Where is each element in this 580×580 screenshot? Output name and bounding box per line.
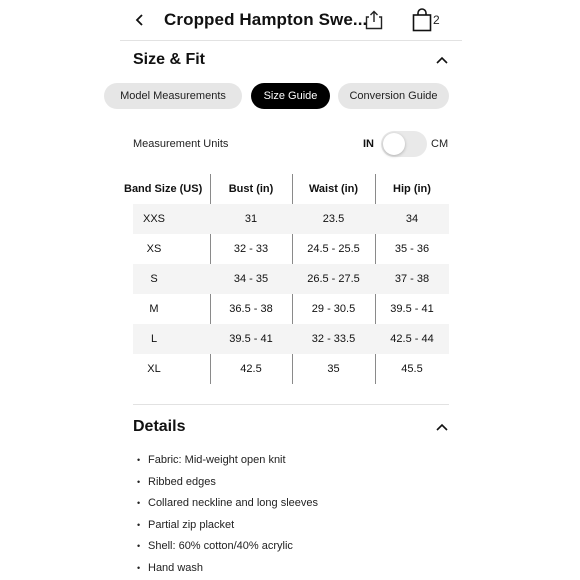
size-fit-title: Size & Fit — [133, 51, 206, 68]
detail-text: Hand wash — [148, 561, 204, 574]
hip-cell: 35 - 36 — [394, 243, 430, 255]
size-cell: L — [150, 333, 158, 345]
table-row — [133, 324, 449, 354]
header-bust: Bust (in) — [228, 183, 274, 195]
unit-toggle[interactable] — [381, 131, 427, 157]
shopping-bag-button[interactable] — [410, 7, 434, 33]
size-cell: XXS — [142, 213, 165, 225]
chevron-left-icon — [133, 13, 147, 27]
waist-cell: 32 - 33.5 — [311, 333, 356, 345]
header-band-size: Band Size (US) — [124, 183, 203, 195]
share-icon — [365, 10, 383, 30]
hip-cell: 37 - 38 — [394, 273, 430, 285]
hip-cell: 45.5 — [401, 363, 423, 375]
size-guide-table — [124, 174, 449, 384]
list-item — [133, 536, 449, 558]
detail-text: Ribbed edges — [148, 475, 216, 488]
waist-cell: 24.5 - 25.5 — [307, 243, 360, 255]
waist-cell: 23.5 — [322, 213, 345, 225]
tab-size-guide[interactable]: Size Guide — [251, 83, 330, 109]
detail-text: Collared neckline and long sleeves — [148, 497, 318, 509]
size-cell: S — [150, 273, 158, 285]
bust-cell: 39.5 - 41 — [229, 333, 273, 345]
bullet-icon: • — [137, 498, 141, 508]
bust-cell: 34 - 35 — [233, 273, 269, 285]
list-item — [133, 450, 449, 472]
list-item — [133, 472, 449, 494]
size-cell: XS — [146, 243, 162, 255]
share-button[interactable] — [362, 8, 386, 32]
size-cell: XL — [147, 363, 161, 375]
details-section-header[interactable] — [133, 414, 449, 442]
header-waist: Waist (in) — [308, 183, 359, 195]
section-divider — [133, 404, 449, 405]
back-button[interactable] — [128, 8, 152, 32]
table-row — [133, 204, 449, 234]
measurement-units-label: Measurement Units — [133, 138, 229, 150]
list-item — [133, 515, 449, 537]
header-hip: Hip (in) — [393, 183, 431, 195]
tab-conversion-guide[interactable]: Conversion Guide — [338, 83, 449, 109]
detail-text: Shell: 60% cotton/40% acrylic — [148, 540, 293, 552]
table-row — [133, 264, 449, 294]
details-list — [133, 450, 449, 579]
waist-cell: 26.5 - 27.5 — [307, 273, 360, 285]
chevron-up-icon — [435, 420, 449, 434]
unit-cm-label[interactable]: CM — [431, 138, 449, 150]
table-row — [133, 354, 449, 384]
bust-cell: 36.5 - 38 — [229, 303, 273, 315]
table-row — [133, 294, 449, 324]
unit-toggle-knob — [383, 133, 405, 155]
bust-cell: 31 — [244, 213, 258, 225]
size-cell: M — [149, 303, 159, 315]
bag-count-badge: 2 — [433, 13, 440, 27]
unit-in-label[interactable]: IN — [363, 138, 374, 150]
detail-text: Fabric: Mid-weight open knit — [148, 454, 286, 466]
product-detail-screen — [120, 0, 462, 580]
bullet-icon: • — [137, 519, 141, 530]
hip-cell: 39.5 - 41 — [390, 303, 434, 315]
chevron-up-icon — [435, 53, 449, 67]
detail-text: Partial zip placket — [148, 518, 235, 531]
shopping-bag-icon — [412, 8, 432, 32]
size-fit-tabs — [120, 83, 462, 109]
bullet-icon: • — [137, 455, 141, 465]
bullet-icon: • — [137, 541, 141, 551]
size-fit-section-header[interactable] — [133, 47, 449, 75]
table-header-row — [124, 174, 449, 204]
hip-cell: 34 — [405, 213, 419, 225]
bullet-icon: • — [137, 562, 141, 573]
list-item — [133, 493, 449, 515]
tab-model-measurements[interactable]: Model Measurements — [104, 83, 242, 109]
product-title: Cropped Hampton Swe... — [164, 10, 368, 29]
app-header — [120, 0, 462, 41]
bust-cell: 42.5 — [240, 363, 262, 375]
waist-cell: 29 - 30.5 — [311, 303, 356, 315]
waist-cell: 35 — [327, 363, 340, 375]
bust-cell: 32 - 33 — [233, 243, 269, 255]
bullet-icon: • — [137, 476, 141, 487]
details-title: Details — [133, 418, 186, 435]
list-item — [133, 558, 449, 580]
hip-cell: 42.5 - 44 — [390, 333, 434, 345]
table-row — [133, 234, 449, 264]
